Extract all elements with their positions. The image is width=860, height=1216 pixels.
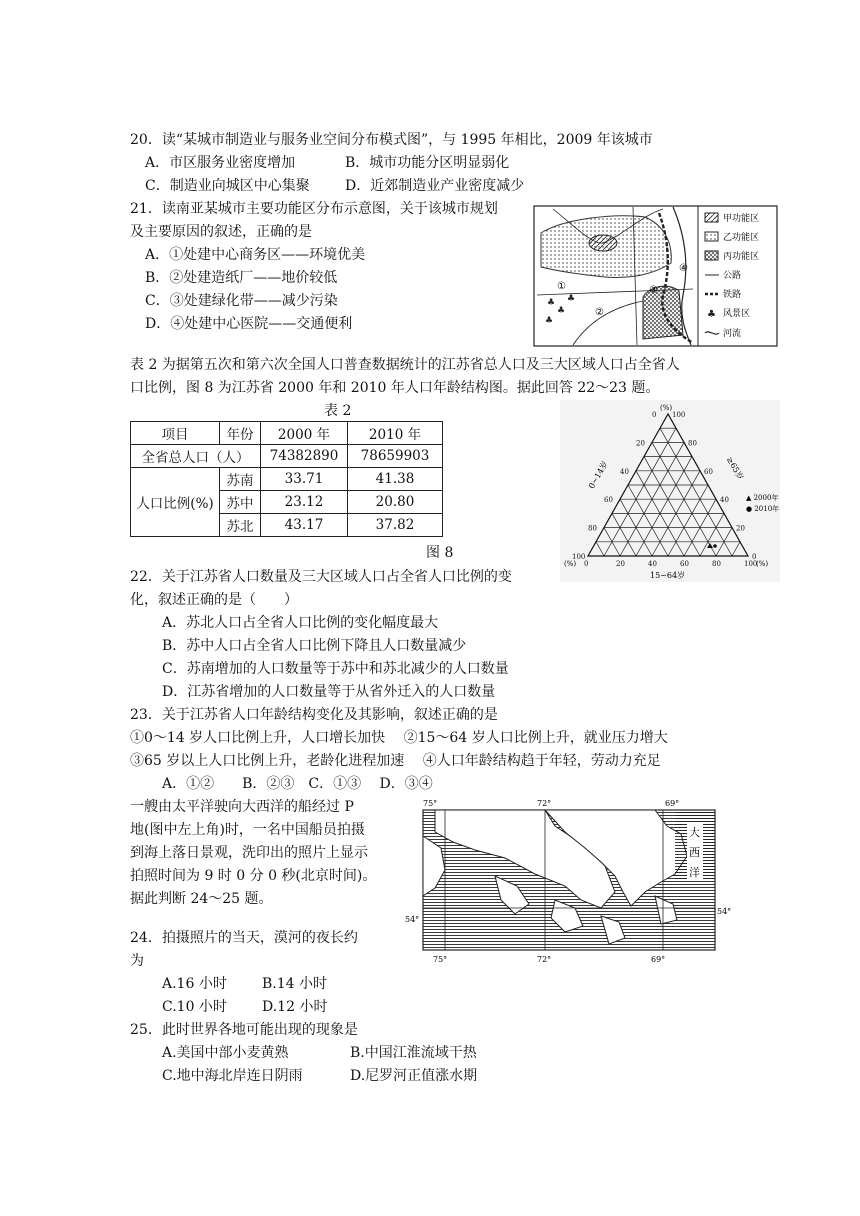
svg-text:♣: ♣ (557, 306, 566, 316)
city-function-map (533, 205, 778, 347)
q20-option-b: B．城市功能分区明显弱化 (345, 155, 510, 171)
tick-label: 60 (604, 496, 613, 505)
q25-option-c: C.地中海北岸连日阴雨 (162, 1068, 303, 1084)
ship-text-line4: 拍照时间为 9 时 0 分 0 秒(北京时间)。 (130, 868, 377, 884)
pct-bottom-left: (%) (564, 560, 577, 568)
marker-1: ① (557, 281, 566, 292)
q25-option-a: A.美国中部小麦黄熟 (162, 1045, 289, 1061)
ocean-char-2: 西 (689, 846, 700, 859)
legend-zone-c: 丙功能区 (723, 252, 760, 262)
q23-options-line2: ③65 岁以上人口比例上升，老龄化进程加速 ④人口年龄结构趋于年轻，劳动力充足 (130, 753, 661, 769)
table2-cell: 37.82 (348, 514, 443, 537)
table2-header-year: 年份 (220, 422, 261, 445)
ship-text-line1: 一艘由太平洋驶向大西洋的船经过 P (130, 799, 354, 815)
bottom-axis-label: 15~64岁 (650, 571, 686, 580)
top-lon-69: 69° (665, 799, 680, 808)
q21-option-b: B．②处建造纸厂——地价较低 (145, 270, 338, 286)
table2-header-2010: 2010 年 (348, 422, 443, 445)
lat-left-54: 54° (405, 915, 420, 924)
table-row (131, 468, 443, 491)
legend-road: 公路 (723, 271, 742, 281)
pct-bottom-right: (%) (756, 560, 769, 568)
ocean-char-3: 洋 (689, 866, 700, 879)
table2-header-item: 项目 (131, 422, 220, 445)
q25-option-b: B.中国江淮流域干热 (350, 1045, 477, 1061)
q22-option-c: C．苏南增加的人口数量等于苏中和苏北减少的人口数量 (162, 661, 509, 677)
q23-choices: A．①② B．②③ C．①③ D．③④ (162, 776, 433, 792)
q24-option-a: A.16 小时 (162, 976, 227, 992)
q23-stem: 23．关于江苏省人口年龄结构变化及其影响，叙述正确的是 (130, 707, 498, 723)
legend-scenic: 风景区 (723, 309, 751, 319)
q24-option-d: D.12 小时 (262, 999, 328, 1015)
q21-option-c: C．③处建绿化带——减少污染 (145, 293, 338, 309)
tick-label: 40 (720, 496, 729, 505)
q24-option-b: B.14 小时 (262, 976, 328, 992)
q20-stem: 20．读“某城市制造业与服务业空间分布模式图”，与 1995 年相比，2009 年该城市 (130, 132, 653, 148)
tick-label: 80 (712, 560, 721, 568)
fig8-caption: 图 8 (426, 545, 454, 561)
tick-label: 100 (572, 553, 586, 561)
q25-option-d: D.尼罗河正值涨水期 (350, 1068, 478, 1084)
tick-label: 60 (704, 467, 713, 476)
q24-stem-line1: 24．拍摄照片的当天，漠河的夜长约 (130, 930, 358, 946)
marker-3: ③ (649, 285, 658, 296)
bottom-lon-69: 69° (651, 955, 666, 964)
table2-region: 苏中 (220, 491, 261, 514)
q22-option-a: A．苏北人口占全省人口比例的变化幅度最大 (162, 615, 439, 631)
lat-right-54: 54° (717, 907, 732, 916)
table2-ratio-label: 人口比例(%) (131, 468, 220, 537)
ship-text-line5: 据此判断 24～25 题。 (130, 891, 273, 907)
top-lon-72: 72° (537, 799, 552, 808)
q25-stem: 25．此时世界各地可能出现的现象是 (130, 1022, 358, 1038)
legend-river: 河流 (723, 329, 742, 339)
legend-zone-a: 甲功能区 (723, 214, 760, 224)
table2-caption: 表 2 (324, 403, 352, 419)
tick-label: 20 (636, 439, 645, 448)
bottom-lon-72: 72° (537, 955, 552, 964)
table2-cell: 43.17 (261, 514, 348, 537)
left-axis-label: 0~14岁 (586, 459, 610, 491)
q20-option-a: A．市区服务业密度增加 (145, 155, 296, 171)
table2-cell: 33.71 (261, 468, 348, 491)
q22-option-b: B．苏中人口占全省人口比例下降且人口数量减少 (162, 638, 467, 654)
table2-cell: 41.38 (348, 468, 443, 491)
top-lon-75: 75° (423, 799, 438, 808)
q21-option-a: A．①处建中心商务区——环境优美 (145, 247, 366, 263)
table2-total-label: 全省总人口（人） (131, 445, 261, 468)
q24-option-c: C.10 小时 (162, 999, 227, 1015)
q20-option-d: D．近郊制造业产业密度减少 (345, 178, 525, 194)
q21-option-d: D．④处建中心医院——交通便利 (145, 316, 353, 332)
svg-text:♣: ♣ (567, 294, 576, 304)
q23-options-line1: ①0～14 岁人口比例上升，人口增长加快 ②15～64 岁人口比例上升，就业压力增大 (130, 730, 668, 746)
tick-label: 40 (648, 560, 657, 568)
svg-text:♣: ♣ (545, 316, 554, 326)
table2-cell: 23.12 (261, 491, 348, 514)
intro-line2: 口比例，图 8 为江苏省 2000 年和 2010 年人口年龄结构图。据此回答 22～23 题。 (130, 380, 660, 396)
intro-line1: 表 2 为据第五次和第六次全国人口普查数据统计的江苏省总人口及三大区域人口占全省人 (130, 357, 680, 373)
tick-label: 80 (588, 524, 597, 533)
legend-railway: 铁路 (723, 290, 742, 300)
tick-label: 100 (744, 560, 758, 568)
bottom-lon-75: 75° (433, 955, 448, 964)
tick-label: 60 (680, 560, 689, 568)
q22-option-d: D．江苏省增加的人口数量等于从省外迁入的人口数量 (162, 684, 496, 700)
tick-label: 0 (752, 553, 757, 561)
ship-text-line3: 到海上落日景观，洗印出的照片上显示 (130, 845, 368, 861)
tick-label: 0 (652, 411, 657, 419)
table2-header-2000: 2000 年 (261, 422, 348, 445)
q20-option-c: C．制造业向城区中心集聚 (145, 178, 310, 194)
svg-text:♣: ♣ (707, 309, 716, 320)
table2-cell: 20.80 (348, 491, 443, 514)
q21-stem-line2: 及主要原因的叙述，正确的是 (130, 224, 312, 240)
tick-label: 40 (620, 467, 629, 476)
tick-label: 20 (736, 524, 745, 533)
tick-label: 80 (688, 439, 697, 448)
ternary-age-chart (560, 400, 780, 582)
point-2010 (713, 544, 717, 548)
ship-text-line2: 地(图中左上角)时，一名中国船员拍摄 (130, 822, 365, 838)
q22-stem-line1: 22．关于江苏省人口数量及三大区域人口占全省人口比例的变 (130, 569, 512, 585)
table2-region: 苏北 (220, 514, 261, 537)
table2-total-2010: 78659903 (348, 445, 443, 468)
q21-stem-line1: 21．读南亚某城市主要功能区分布示意图，关于该城市规划 (130, 201, 498, 217)
magellan-strait-map (405, 796, 735, 966)
table2-total-2000: 74382890 (261, 445, 348, 468)
tick-label: 0 (584, 560, 589, 568)
legend-2010: ● 2010年 (746, 505, 780, 513)
q24-stem-line2: 为 (130, 953, 144, 969)
legend-2000: ▲ 2000年 (746, 494, 779, 502)
right-axis-label: ≥65岁 (724, 455, 745, 482)
tick-label: 100 (672, 411, 686, 419)
svg-text:♣: ♣ (547, 298, 556, 308)
marker-2: ② (595, 307, 604, 318)
q22-stem-line2: 化，叙述正确的是（ ） (130, 592, 298, 608)
marker-4: ④ (679, 263, 688, 274)
pct-top: (%) (660, 404, 673, 412)
table2-region: 苏南 (220, 468, 261, 491)
legend-zone-b: 乙功能区 (723, 233, 760, 243)
tick-label: 20 (616, 560, 625, 568)
ocean-char-1: 大 (689, 826, 700, 839)
table2 (130, 421, 443, 537)
